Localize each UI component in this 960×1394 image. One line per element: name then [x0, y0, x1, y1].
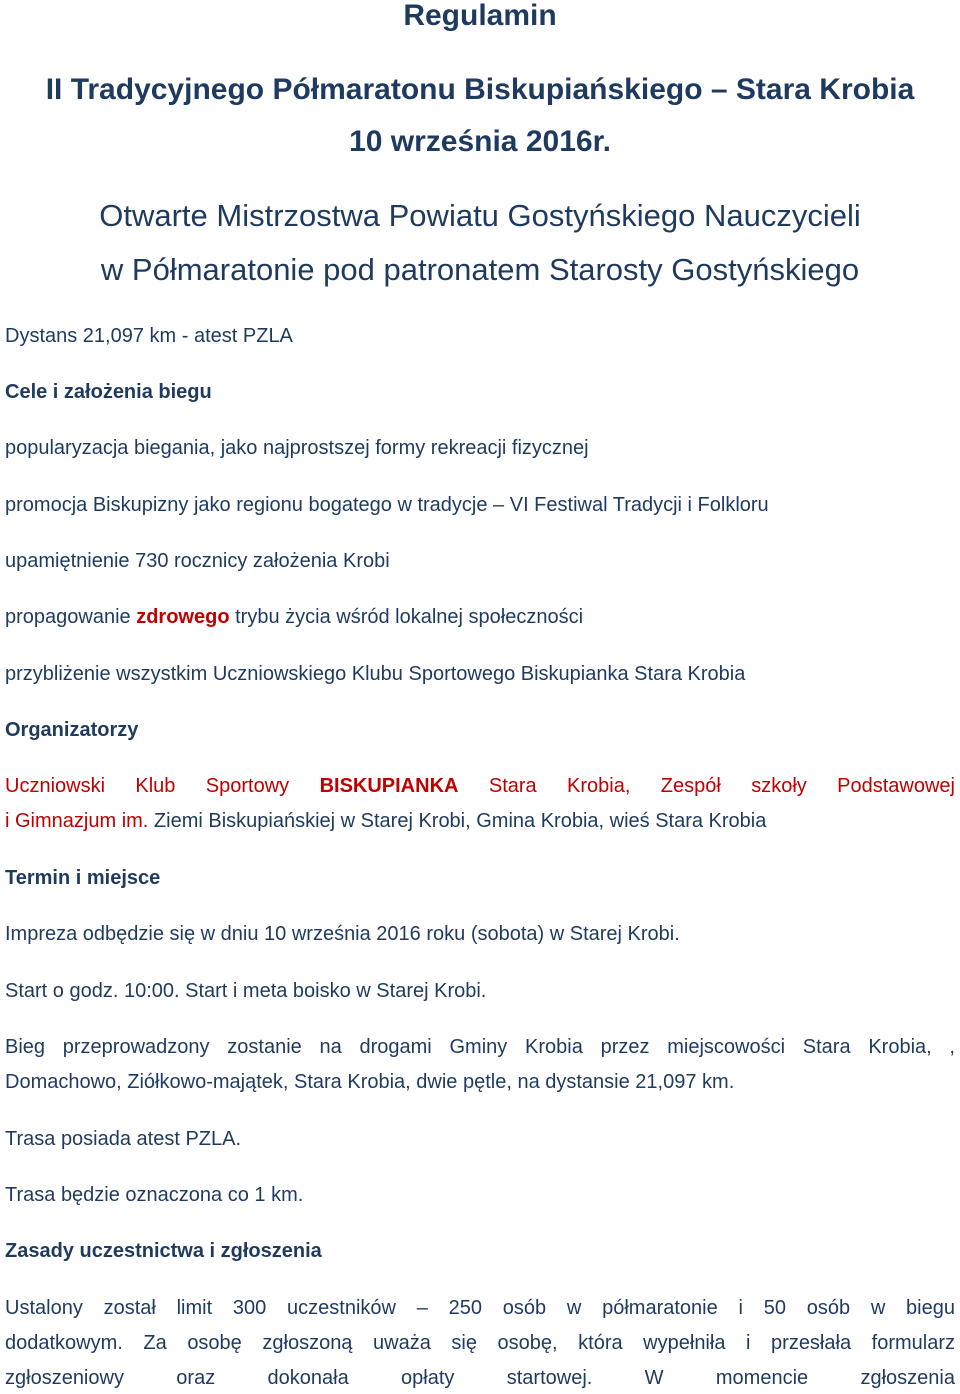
term-paragraph-3-line-1: Bieg przeprowadzony zostanie na drogami Gminy Krobia przez miejscowości Stara Krobia, , — [5, 1036, 955, 1058]
distance-text: Dystans 21,097 km - atest PZLA — [5, 325, 293, 347]
document-title: Regulamin — [403, 0, 557, 32]
event-name: II Tradycyjnego Półmaratonu Biskupiańskiego – Stara Krobia — [45, 73, 915, 106]
rules-heading: Zasady uczestnictwa i zgłoszenia — [5, 1240, 322, 1262]
organizers-line-1-part-a: Uczniowski Klub Sportowy — [5, 775, 320, 797]
event-date: 10 września 2016r. — [349, 125, 611, 158]
goal-item-1: popularyzacja biegania, jako najprostszej formy rekreacji fizycznej — [5, 437, 589, 459]
term-heading: Termin i miejsce — [5, 867, 161, 889]
organizers-heading: Organizatorzy — [5, 719, 139, 741]
goal-item-3: upamiętnienie 730 rocznicy założenia Krobi — [5, 550, 390, 572]
term-paragraph-3-line-2: Domachowo, Ziółkowo-majątek, Stara Krobia, dwie pętle, na dystansie 21,097 km. — [5, 1071, 735, 1093]
goal-item-4 — [5, 605, 955, 629]
goal-item-4-emphasis: zdrowego — [136, 606, 230, 628]
organizers-line-2 — [5, 809, 955, 833]
organizers-line-2-part-b: Ziemi Biskupiańskiej w Starej Krobi, Gmina Krobia, wieś Stara Krobia — [153, 810, 767, 832]
term-paragraph-5: Trasa będzie oznaczona co 1 km. — [5, 1184, 304, 1206]
term-paragraph-2: Start o godz. 10:00. Start i meta boisko w Starej Krobi. — [5, 980, 487, 1002]
goal-item-5: przybliżenie wszystkim Uczniowskiego Klubu Sportowego Biskupianka Stara Krobia — [5, 663, 746, 685]
rules-line-1: Ustalony został limit 300 uczestników – 250 osób w półmaratonie i 50 osób w biegu — [5, 1297, 955, 1319]
rules-line-3: zgłoszeniowy oraz dokonała opłaty startowej. W momencie zgłoszenia — [5, 1367, 955, 1389]
organizers-line-2-part-a: i Gimnazjum im. — [5, 810, 154, 832]
organizers-line-1 — [5, 774, 955, 798]
goal-item-2: promocja Biskupizny jako regionu bogatego w tradycje – VI Festiwal Tradycji i Folkloru — [5, 494, 769, 516]
subtitle-line-1: Otwarte Mistrzostwa Powiatu Gostyńskiego Nauczycieli — [99, 198, 861, 233]
subtitle-line-2: w Półmaratonie pod patronatem Starosty Gostyńskiego — [100, 252, 860, 287]
rules-line-2: dodatkowym. Za osobę zgłoszoną uważa się osobę, która wypełniła i przesłała formularz — [5, 1332, 955, 1354]
goal-item-4-part-c: trybu życia wśród lokalnej społeczności — [229, 606, 584, 628]
term-paragraph-4: Trasa posiada atest PZLA. — [5, 1128, 242, 1150]
goals-heading: Cele i założenia biegu — [5, 381, 212, 403]
term-paragraph-1: Impreza odbędzie się w dniu 10 września 2016 roku (sobota) w Starej Krobi. — [5, 923, 680, 945]
organizers-club-name: BISKUPIANKA — [319, 775, 459, 797]
organizers-line-1-part-c: Stara Krobia, Zespół szkoły Podstawowej — [458, 775, 955, 797]
goal-item-4-part-a: propagowanie — [5, 606, 137, 628]
